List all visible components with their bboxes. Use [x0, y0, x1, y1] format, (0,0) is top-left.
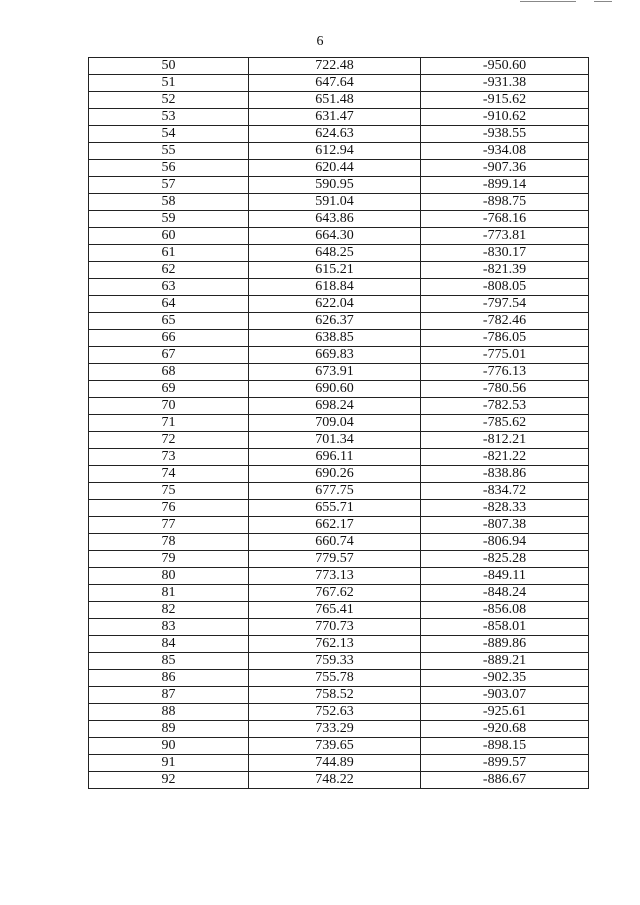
x-coordinate-cell: 696.11 [249, 449, 421, 466]
point-number-cell: 61 [89, 245, 249, 262]
table-row [89, 279, 589, 296]
table-row [89, 534, 589, 551]
x-coordinate-cell: 701.34 [249, 432, 421, 449]
y-coordinate-cell: -821.39 [421, 262, 589, 279]
table-row [89, 347, 589, 364]
x-coordinate-cell: 698.24 [249, 398, 421, 415]
x-coordinate-cell: 758.52 [249, 687, 421, 704]
y-coordinate-cell: -849.11 [421, 568, 589, 585]
point-number-cell: 79 [89, 551, 249, 568]
table-row [89, 670, 589, 687]
x-coordinate-cell: 591.04 [249, 194, 421, 211]
point-number-cell: 68 [89, 364, 249, 381]
point-number-cell: 78 [89, 534, 249, 551]
y-coordinate-cell: -931.38 [421, 75, 589, 92]
x-coordinate-cell: 648.25 [249, 245, 421, 262]
x-coordinate-cell: 655.71 [249, 500, 421, 517]
point-number-cell: 92 [89, 772, 249, 789]
point-number-cell: 70 [89, 398, 249, 415]
table-row [89, 585, 589, 602]
table-row [89, 143, 589, 160]
point-number-cell: 86 [89, 670, 249, 687]
point-number-cell: 60 [89, 228, 249, 245]
x-coordinate-cell: 622.04 [249, 296, 421, 313]
y-coordinate-cell: -797.54 [421, 296, 589, 313]
y-coordinate-cell: -848.24 [421, 585, 589, 602]
table-row [89, 738, 589, 755]
table-row [89, 687, 589, 704]
x-coordinate-cell: 690.26 [249, 466, 421, 483]
y-coordinate-cell: -934.08 [421, 143, 589, 160]
y-coordinate-cell: -785.62 [421, 415, 589, 432]
table-row [89, 58, 589, 75]
point-number-cell: 83 [89, 619, 249, 636]
x-coordinate-cell: 709.04 [249, 415, 421, 432]
x-coordinate-cell: 612.94 [249, 143, 421, 160]
point-number-cell: 53 [89, 109, 249, 126]
point-number-cell: 77 [89, 517, 249, 534]
page-number: 6 [316, 34, 324, 49]
y-coordinate-cell: -834.72 [421, 483, 589, 500]
y-coordinate-cell: -768.16 [421, 211, 589, 228]
x-coordinate-cell: 631.47 [249, 109, 421, 126]
x-coordinate-cell: 626.37 [249, 313, 421, 330]
x-coordinate-cell: 752.63 [249, 704, 421, 721]
x-coordinate-cell: 660.74 [249, 534, 421, 551]
x-coordinate-cell: 759.33 [249, 653, 421, 670]
x-coordinate-cell: 664.30 [249, 228, 421, 245]
point-number-cell: 69 [89, 381, 249, 398]
x-coordinate-cell: 620.44 [249, 160, 421, 177]
x-coordinate-cell: 662.17 [249, 517, 421, 534]
table-row [89, 75, 589, 92]
table-row [89, 194, 589, 211]
x-coordinate-cell: 773.13 [249, 568, 421, 585]
point-number-cell: 89 [89, 721, 249, 738]
table-row [89, 126, 589, 143]
table-row [89, 177, 589, 194]
y-coordinate-cell: -898.75 [421, 194, 589, 211]
point-number-cell: 51 [89, 75, 249, 92]
table-row [89, 517, 589, 534]
table-row [89, 721, 589, 738]
coordinates-table [88, 57, 589, 789]
table-row [89, 330, 589, 347]
point-number-cell: 63 [89, 279, 249, 296]
y-coordinate-cell: -902.35 [421, 670, 589, 687]
x-coordinate-cell: 615.21 [249, 262, 421, 279]
point-number-cell: 64 [89, 296, 249, 313]
y-coordinate-cell: -786.05 [421, 330, 589, 347]
y-coordinate-cell: -828.33 [421, 500, 589, 517]
table-row [89, 364, 589, 381]
x-coordinate-cell: 677.75 [249, 483, 421, 500]
point-number-cell: 84 [89, 636, 249, 653]
point-number-cell: 72 [89, 432, 249, 449]
y-coordinate-cell: -808.05 [421, 279, 589, 296]
x-coordinate-cell: 767.62 [249, 585, 421, 602]
table-row [89, 653, 589, 670]
y-coordinate-cell: -903.07 [421, 687, 589, 704]
table-row [89, 449, 589, 466]
table-row [89, 568, 589, 585]
table-row [89, 636, 589, 653]
point-number-cell: 56 [89, 160, 249, 177]
table-row [89, 415, 589, 432]
x-coordinate-cell: 651.48 [249, 92, 421, 109]
point-number-cell: 81 [89, 585, 249, 602]
y-coordinate-cell: -915.62 [421, 92, 589, 109]
point-number-cell: 91 [89, 755, 249, 772]
y-coordinate-cell: -773.81 [421, 228, 589, 245]
point-number-cell: 67 [89, 347, 249, 364]
point-number-cell: 76 [89, 500, 249, 517]
y-coordinate-cell: -925.61 [421, 704, 589, 721]
x-coordinate-cell: 755.78 [249, 670, 421, 687]
y-coordinate-cell: -889.21 [421, 653, 589, 670]
table-row [89, 245, 589, 262]
x-coordinate-cell: 762.13 [249, 636, 421, 653]
point-number-cell: 85 [89, 653, 249, 670]
point-number-cell: 80 [89, 568, 249, 585]
table-row [89, 262, 589, 279]
y-coordinate-cell: -910.62 [421, 109, 589, 126]
y-coordinate-cell: -899.14 [421, 177, 589, 194]
y-coordinate-cell: -938.55 [421, 126, 589, 143]
table-row [89, 483, 589, 500]
table-row [89, 704, 589, 721]
y-coordinate-cell: -889.86 [421, 636, 589, 653]
table-row [89, 500, 589, 517]
y-coordinate-cell: -899.57 [421, 755, 589, 772]
point-number-cell: 82 [89, 602, 249, 619]
x-coordinate-cell: 673.91 [249, 364, 421, 381]
table-row [89, 398, 589, 415]
y-coordinate-cell: -856.08 [421, 602, 589, 619]
y-coordinate-cell: -806.94 [421, 534, 589, 551]
point-number-cell: 55 [89, 143, 249, 160]
x-coordinate-cell: 765.41 [249, 602, 421, 619]
table-row [89, 109, 589, 126]
y-coordinate-cell: -920.68 [421, 721, 589, 738]
point-number-cell: 71 [89, 415, 249, 432]
point-number-cell: 88 [89, 704, 249, 721]
point-number-cell: 52 [89, 92, 249, 109]
table-row [89, 432, 589, 449]
coordinates-table-body [89, 58, 589, 789]
x-coordinate-cell: 638.85 [249, 330, 421, 347]
x-coordinate-cell: 624.63 [249, 126, 421, 143]
point-number-cell: 87 [89, 687, 249, 704]
x-coordinate-cell: 733.29 [249, 721, 421, 738]
point-number-cell: 62 [89, 262, 249, 279]
y-coordinate-cell: -898.15 [421, 738, 589, 755]
point-number-cell: 66 [89, 330, 249, 347]
table-row [89, 551, 589, 568]
x-coordinate-cell: 748.22 [249, 772, 421, 789]
y-coordinate-cell: -776.13 [421, 364, 589, 381]
table-row [89, 92, 589, 109]
table-row [89, 602, 589, 619]
point-number-cell: 50 [89, 58, 249, 75]
point-number-cell: 59 [89, 211, 249, 228]
table-row [89, 296, 589, 313]
y-coordinate-cell: -780.56 [421, 381, 589, 398]
table-row [89, 160, 589, 177]
y-coordinate-cell: -825.28 [421, 551, 589, 568]
point-number-cell: 74 [89, 466, 249, 483]
point-number-cell: 57 [89, 177, 249, 194]
x-coordinate-cell: 739.65 [249, 738, 421, 755]
y-coordinate-cell: -782.46 [421, 313, 589, 330]
table-row [89, 313, 589, 330]
point-number-cell: 90 [89, 738, 249, 755]
point-number-cell: 58 [89, 194, 249, 211]
y-coordinate-cell: -821.22 [421, 449, 589, 466]
table-row [89, 772, 589, 789]
y-coordinate-cell: -782.53 [421, 398, 589, 415]
y-coordinate-cell: -950.60 [421, 58, 589, 75]
table-row [89, 381, 589, 398]
point-number-cell: 54 [89, 126, 249, 143]
y-coordinate-cell: -858.01 [421, 619, 589, 636]
x-coordinate-cell: 744.89 [249, 755, 421, 772]
point-number-cell: 73 [89, 449, 249, 466]
y-coordinate-cell: -812.21 [421, 432, 589, 449]
y-coordinate-cell: -886.67 [421, 772, 589, 789]
point-number-cell: 75 [89, 483, 249, 500]
x-coordinate-cell: 770.73 [249, 619, 421, 636]
y-coordinate-cell: -830.17 [421, 245, 589, 262]
x-coordinate-cell: 779.57 [249, 551, 421, 568]
y-coordinate-cell: -838.86 [421, 466, 589, 483]
table-row [89, 228, 589, 245]
point-number-cell: 65 [89, 313, 249, 330]
y-coordinate-cell: -775.01 [421, 347, 589, 364]
x-coordinate-cell: 643.86 [249, 211, 421, 228]
x-coordinate-cell: 618.84 [249, 279, 421, 296]
y-coordinate-cell: -807.38 [421, 517, 589, 534]
table-row [89, 619, 589, 636]
table-row [89, 466, 589, 483]
x-coordinate-cell: 590.95 [249, 177, 421, 194]
x-coordinate-cell: 647.64 [249, 75, 421, 92]
x-coordinate-cell: 722.48 [249, 58, 421, 75]
table-row [89, 755, 589, 772]
x-coordinate-cell: 690.60 [249, 381, 421, 398]
y-coordinate-cell: -907.36 [421, 160, 589, 177]
x-coordinate-cell: 669.83 [249, 347, 421, 364]
table-row [89, 211, 589, 228]
